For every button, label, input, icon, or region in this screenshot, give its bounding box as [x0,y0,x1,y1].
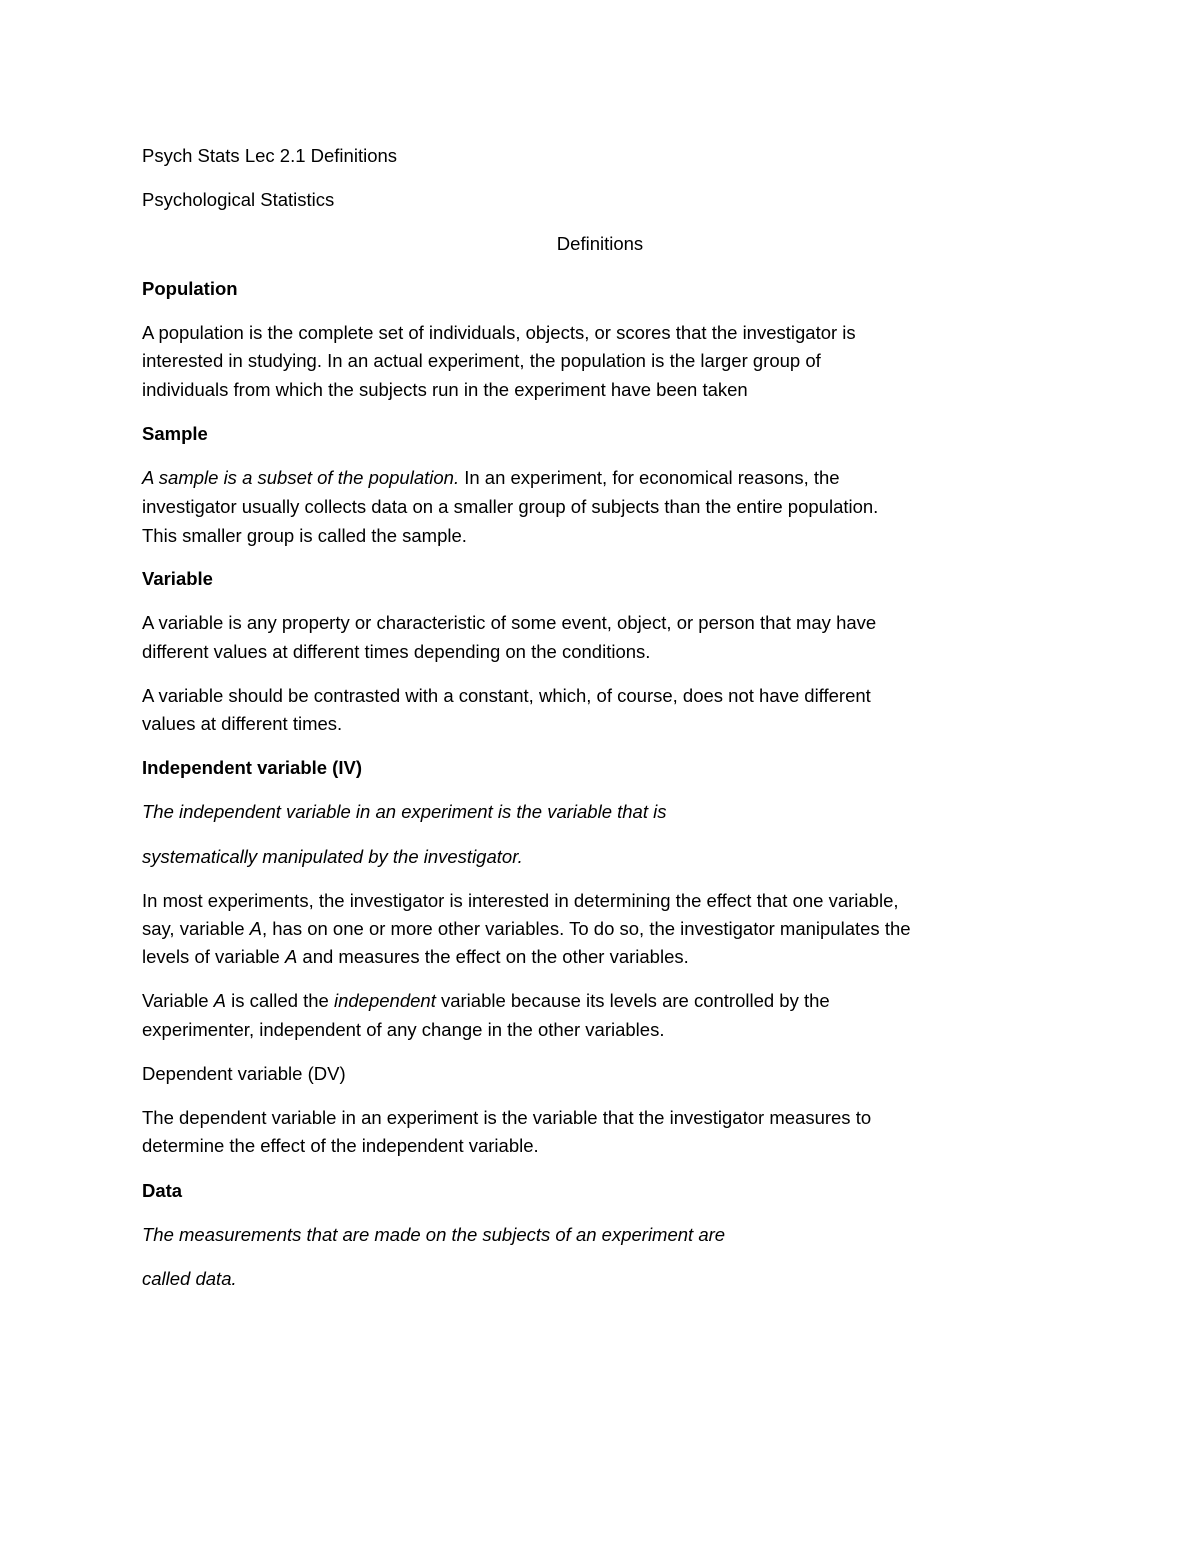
sample-line: investigator usually collects data on a smaller group of subjects than the entire population. [142,496,879,517]
section-title-dependent-variable: Dependent variable (DV) [142,1063,346,1084]
variable-line: different values at different times depending on the conditions. [142,641,651,662]
section-title-data: Data [142,1180,183,1201]
independent-line-part: variable because its levels are controlled by the [435,990,830,1011]
sample-line-rest: In an experiment, for economical reasons, the [459,467,840,488]
variable-line: values at different times. [142,713,343,734]
independent-line-part: Variable [142,990,214,1011]
independent-line [142,990,830,1012]
independent-line: experimenter, independent of any change in the other variables. [142,1019,665,1040]
page-heading: Definitions [556,233,644,254]
dependent-line: The dependent variable in an experiment is the variable that the investigator measures to [142,1107,872,1128]
variable-a-italic: A [249,918,262,939]
independent-line [142,918,911,940]
independent-line-part: and measures the effect on the other variables. [297,946,689,967]
variable-a-italic: A [213,990,226,1011]
course-title: Psychological Statistics [142,189,335,210]
data-definition-line: The measurements that are made on the subjects of an experiment are [142,1224,726,1245]
variable-line: A variable should be contrasted with a constant, which, of course, does not have different [142,685,871,706]
independent-line-part: , has on one or more other variables. To do so, the investigator manipulates the [261,918,911,939]
document-header-line: Psych Stats Lec 2.1 Definitions [142,145,398,166]
data-definition-line: called data. [142,1268,237,1289]
dependent-line: determine the effect of the independent variable. [142,1135,539,1156]
independent-definition-line: The independent variable in an experiment is the variable that is [142,801,667,822]
section-title-variable: Variable [142,568,213,589]
population-line: A population is the complete set of individuals, objects, or scores that the investigator is [142,322,856,343]
independent-line [142,946,689,968]
independent-line-part: say, variable [142,918,250,939]
independent-line: In most experiments, the investigator is interested in determining the effect that one variable, [142,890,899,911]
section-title-independent-variable: Independent variable (IV) [142,757,362,778]
sample-definition-italic: A sample is a subset of the population. [142,467,460,488]
variable-line: A variable is any property or characteristic of some event, object, or person that may have [142,612,877,633]
section-title-sample: Sample [142,423,208,444]
sample-line: This smaller group is called the sample. [142,525,467,546]
independent-word-italic: independent [333,990,436,1011]
section-title-population: Population [142,278,238,299]
population-line: interested in studying. In an actual experiment, the population is the larger group of [142,350,821,371]
sample-line [142,467,840,489]
population-line: individuals from which the subjects run in the experiment have been taken [142,379,748,400]
variable-a-italic: A [284,946,298,967]
independent-line-part: is called the [226,990,334,1011]
independent-definition-line: systematically manipulated by the investigator. [142,846,523,867]
independent-line-part: levels of variable [142,946,285,967]
